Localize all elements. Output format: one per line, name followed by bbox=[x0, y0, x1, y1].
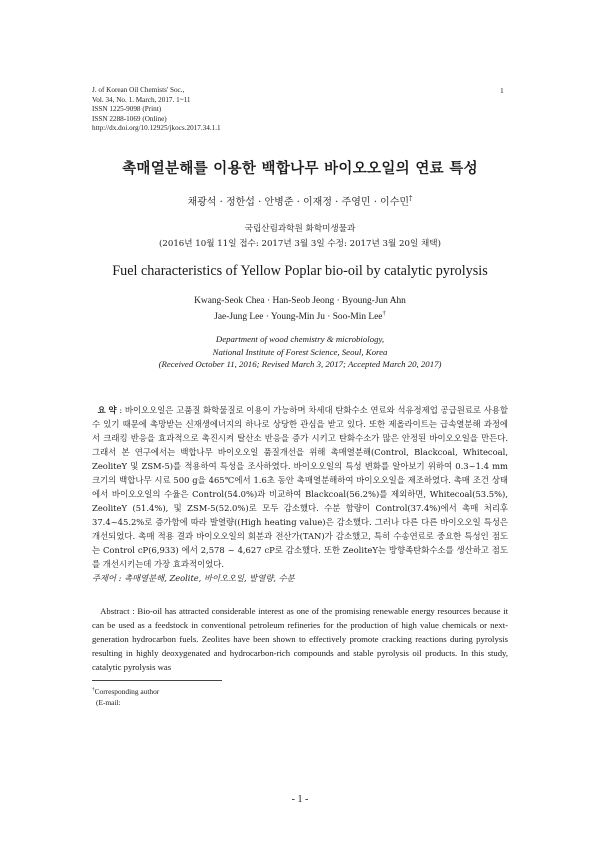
abstract-korean bbox=[92, 403, 508, 571]
footnote-divider bbox=[92, 680, 222, 681]
affiliation-korean bbox=[0, 222, 600, 252]
authors-english-line2-wrap bbox=[0, 309, 600, 325]
keywords: 주제어 : 촉매열분해, Zeolite, 바이오오일, 발열량, 수분 bbox=[92, 573, 295, 583]
footnote-mark: † bbox=[92, 686, 95, 693]
authors-english-line1: Kwang-Seok Chea · Han-Seob Jeong · Byoung-Jun Ahn bbox=[194, 296, 406, 306]
abstract-english bbox=[92, 604, 508, 674]
authors-korean bbox=[0, 193, 600, 208]
journal-name: J. of Korean Oil Chemists' Soc., bbox=[92, 86, 185, 94]
footnote bbox=[92, 686, 159, 708]
footnote-email: (E-mail: bbox=[96, 698, 121, 707]
affiliation-english-line1: Department of wood chemistry & microbiology, bbox=[215, 334, 385, 344]
abstract-english-label: Abstract bbox=[100, 606, 130, 616]
doi-link[interactable]: http://dx.doi.org/10.12925/jkocs.2017.34.1.1 bbox=[92, 124, 221, 133]
footer-page-number: - 1 - bbox=[291, 794, 309, 805]
header-page-number: 1 bbox=[500, 86, 504, 95]
abstract-korean-label: 요 약 bbox=[97, 405, 117, 415]
abstract-english-text: : Bio-oil has attracted considerable interest as one of the promising renewable energy resources because it can be used as a feedstock in conventional petroleum refineries for the production of high value chemicals or next-generation hydrocarbon fuels. Zeolites have been shown to effectively promote cracking reactions during pyrolysis resulting in highly deoxygenated and hydrocarbon-rich compounds and stable pyrolysis oil products. In this study, catalytic pyrolysis was bbox=[92, 606, 509, 672]
affiliation-korean-name: 국립산림과학원 화학미생물과 bbox=[244, 224, 356, 234]
abstract-korean-text: : 바이오오일은 고품질 화학물질로 이용이 가능하며 차세대 탄화수소 연료와 석유정제업 공급원료로 사용할 수 있기 때문에 촉망받는 신재생에너지의 하나로 상당한 관심을 받고 있다. 또한 제올라이트는 급속열분해 과정에서 크래킹 반응을 효과적으로 촉진시켜 탈산소 반응을 증가 시키고 탄화수소가 많은 안정된 바이오오일을 만든다. 그래서 본 연구에서는 백합나무 바이오오일 품질개선을 위해 촉매열분해(Control, Blackcoal, Whitecoal, ZeoliteY 및 ZSM-5)를 적용하여 특성을 조사하였다. 바이오오일의 특성 변화를 알아보기 위하여 0.3~1.4 mm 크기의 백합나무 시료 500 g을 465℃에서 1.6초 동안 촉매열분해하여 바이오오일을 제조하였다. 촉매 조건 상태에서 바이오오일의 수율은 Control(54.0%)과 비교하여 Blackcoal(56.2%)를 제외하면, Whitecoal(53.5%), ZeoliteY (51.4%), 및 ZSM-5(52.0%)로 모두 감소했다. 수분 함량이 Control(37.4%)에서 촉매 처리후 37.4~45.2%로 증가함에 따라 발열량((High heating value)은 감소했다. 그러나 다른 다른 바이오오일 특성은 개선되었다. 촉매 적용 결과 바이오오일의 회분과 전산가(TAN)가 감소했고, 특히 수송연료로 중요한 특성인 점도는 Control cP(6,933) 에서 2,578 ~ 4,627 cP로 감소했다. 또한 ZeoliteY는 방향족탄화수소를 생산하고 점도를 개선시키는데 가장 효과적이었다. bbox=[92, 405, 508, 569]
authors-english-line2: Jae-Jung Lee · Young-Min Ju · Soo-Min Lee bbox=[214, 312, 383, 322]
corresponding-mark-en: † bbox=[382, 309, 386, 317]
affiliation-english-line2: National Institute of Forest Science, Seoul, Korea bbox=[212, 346, 388, 357]
authors-english bbox=[0, 293, 600, 325]
title-english: Fuel characteristics of Yellow Poplar bio-oil by catalytic pyrolysis bbox=[112, 263, 488, 279]
issn-print: ISSN 1225-9098 (Print) bbox=[92, 105, 162, 114]
footnote-corresponding: Corresponding author bbox=[94, 687, 160, 696]
affiliation-english bbox=[0, 333, 600, 371]
dates-english: (Received October 11, 2016; Revised March 3, 2017; Accepted March 20, 2017) bbox=[158, 359, 442, 369]
journal-volume: Vol. 34, No. 1. March, 2017. 1~11 bbox=[92, 95, 191, 104]
corresponding-mark: † bbox=[409, 194, 413, 203]
title-korean: 촉매열분해를 이용한 백합나무 바이오오일의 연료 특성 bbox=[122, 160, 478, 177]
dates-korean: (2016년 10월 11일 접수: 2017년 3월 3일 수정: 2017년 3월 20일 채택) bbox=[159, 239, 441, 249]
footnote-line1-wrap bbox=[92, 686, 159, 697]
issn-online: ISSN 2288-1069 (Online) bbox=[92, 114, 167, 123]
authors-korean-names: 채광석 · 정한섭 · 안병준 · 이재정 · 주영민 · 이수민 bbox=[187, 197, 410, 208]
journal-header bbox=[92, 86, 221, 134]
